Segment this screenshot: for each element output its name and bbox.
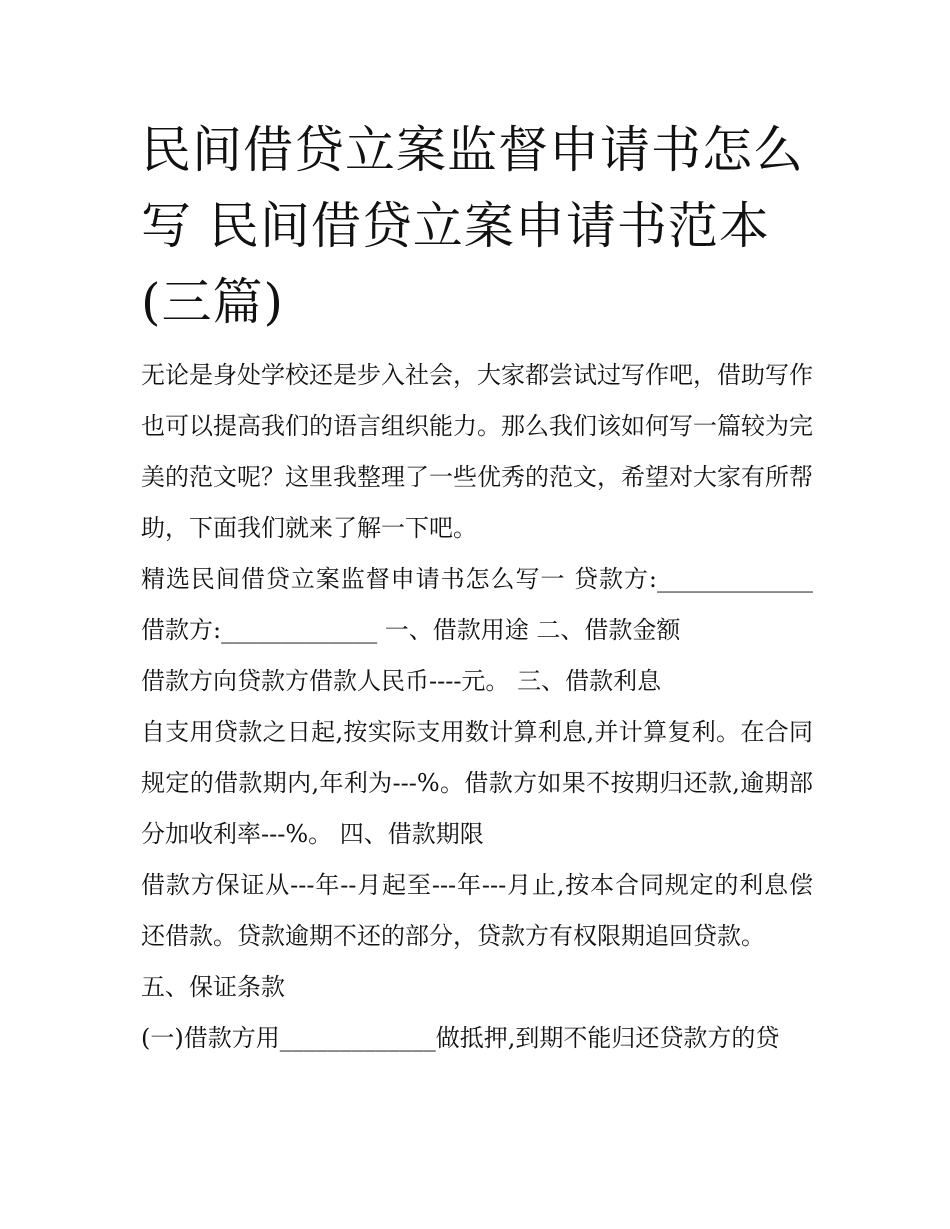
guarantee-clause-paragraph: (一)借款方用_____________做抵押,到期不能归还贷款方的贷 — [141, 1024, 780, 1052]
document-title: 民间借贷立案监督申请书怎么写 民间借贷立案申请书范本(三篇) — [141, 121, 804, 331]
document-body — [141, 350, 813, 1064]
section-heading-paragraph: 精选民间借贷立案监督申请书怎么写一 贷款方:_____________ 借款方:_____________ 一、借款用途 二、借款金额 — [141, 565, 813, 644]
interest-paragraph: 自支用贷款之日起,按实际支用数计算利息,并计算复利。在合同规定的借款期内,年利为---%。借款方如果不按期归还款,逾期部分加收利率---%。 四、借款期限 — [141, 718, 813, 848]
document-page — [141, 112, 813, 1064]
guarantee-heading: 五、保证条款 — [141, 973, 285, 1001]
intro-paragraph: 无论是身处学校还是步入社会，大家都尝试过写作吧，借助写作也可以提高我们的语言组织能力。那么我们该如何写一篇较为完美的范文呢？这里我整理了一些优秀的范文，希望对大家有所帮助，下面我们就来了解一下吧。 — [141, 361, 813, 542]
loan-term-paragraph: 借款方保证从---年--月起至---年---月止,按本合同规定的利息偿还借款。贷款逾期不还的部分，贷款方有权限期追回贷款。 — [141, 871, 813, 950]
loan-amount-paragraph: 借款方向贷款方借款人民币----元。 三、借款利息 — [141, 667, 662, 695]
